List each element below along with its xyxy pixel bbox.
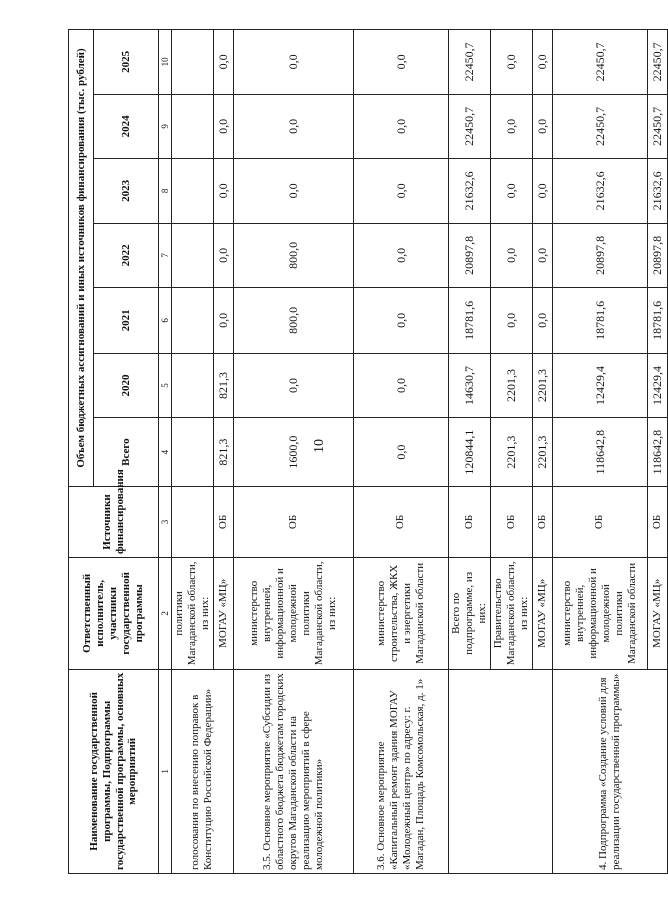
row-name-cell: 4. Подпрограмма «Создание условий для реализации государственной программы»	[552, 669, 667, 873]
year-value-cell: 0,0	[353, 94, 448, 159]
year-value-cell	[172, 30, 214, 95]
header-total: Всего	[94, 418, 159, 487]
total-value-cell: 120844,1	[448, 418, 490, 487]
table-row	[353, 30, 448, 874]
source-cell: ОБ	[490, 486, 532, 557]
year-value-cell: 22450,7	[552, 30, 647, 95]
year-value-cell: 2201,3	[490, 353, 532, 418]
year-value-cell: 800,0	[233, 288, 353, 354]
column-number: 8	[159, 159, 172, 224]
total-value-cell: 2201,3	[490, 418, 532, 487]
source-cell: ОБ	[532, 486, 552, 557]
header-name: Наименование государственной программы, Подпрограммы государственной программы, основных мероприятий	[69, 669, 159, 873]
year-value-cell	[172, 159, 214, 224]
column-number: 10	[159, 30, 172, 95]
year-value-cell: 0,0	[213, 30, 233, 95]
row-name-cell	[448, 669, 552, 873]
total-value-cell	[172, 418, 214, 487]
executor-cell: Правительство Магаданской области, из них:	[490, 557, 532, 669]
year-value-cell: 20897,8	[552, 223, 647, 288]
table-row	[233, 30, 353, 874]
header-year: 2025	[94, 30, 159, 95]
page-number: 10	[312, 439, 327, 453]
column-number: 9	[159, 94, 172, 159]
year-value-cell: 12429,4	[552, 353, 647, 418]
executor-cell: МОГАУ «МЦ»	[213, 557, 233, 669]
year-value-cell: 0,0	[353, 288, 448, 354]
total-value-cell: 2201,3	[532, 418, 552, 487]
total-value-cell: 1600,0	[233, 418, 353, 487]
executor-cell: МОГАУ «МЦ»	[532, 557, 552, 669]
year-value-cell: 22450,7	[647, 94, 667, 159]
year-value-cell	[172, 288, 214, 354]
year-value-cell: 0,0	[233, 353, 353, 418]
header-volume: Объем бюджетных ассигнований и иных источников финансирования (тыс. рублей)	[69, 30, 94, 487]
year-value-cell: 0,0	[532, 159, 552, 224]
source-cell: ОБ	[213, 486, 233, 557]
year-value-cell: 0,0	[490, 159, 532, 224]
source-cell: ОБ	[233, 486, 353, 557]
year-value-cell	[172, 94, 214, 159]
source-cell	[172, 486, 214, 557]
year-value-cell: 20897,8	[647, 223, 667, 288]
year-value-cell: 821,3	[213, 353, 233, 418]
year-value-cell: 0,0	[233, 159, 353, 224]
year-value-cell: 0,0	[532, 223, 552, 288]
total-value-cell: 118642,8	[647, 418, 667, 487]
header-year: 2020	[94, 353, 159, 418]
year-value-cell: 0,0	[213, 288, 233, 354]
executor-cell: министерство внутренней, информационной и молодежной политики Магаданской области, из них:	[233, 557, 353, 669]
table-row	[172, 30, 214, 874]
row-name-cell: 3.6. Основное мероприятие «Капитальный ремонт здания МОГАУ «Молодежный центр» по адресу: г. Магадан, Площадь Комсомольская, д. 1»	[353, 669, 448, 873]
year-value-cell	[172, 223, 214, 288]
header-numbers-row	[159, 30, 172, 874]
column-number: 2	[159, 557, 172, 669]
row-name-cell: 3.5. Основное мероприятие «Субсидии из областного бюджета бюджетам городских округов Магаданской области на реализацию мероприятий в сфере молодежной политики»	[233, 669, 353, 873]
financing-table	[68, 29, 668, 874]
year-value-cell: 22450,7	[647, 30, 667, 95]
total-value-cell: 821,3	[213, 418, 233, 487]
year-value-cell: 0,0	[532, 30, 552, 95]
executor-cell: министерство строительства, ЖКХ и энергетики Магаданской области	[353, 557, 448, 669]
header-executor: Ответственный исполнитель, участники государственной программы	[69, 557, 159, 669]
year-value-cell: 0,0	[490, 223, 532, 288]
source-cell: ОБ	[552, 486, 647, 557]
year-value-cell: 14630,7	[448, 353, 490, 418]
year-value-cell: 21632,6	[552, 159, 647, 224]
year-value-cell: 20897,8	[448, 223, 490, 288]
year-value-cell: 0,0	[233, 30, 353, 95]
year-value-cell: 0,0	[532, 94, 552, 159]
header-row-1	[69, 30, 94, 874]
executor-cell: МОГАУ «МЦ»	[647, 557, 667, 669]
year-value-cell: 22450,7	[448, 94, 490, 159]
executor-cell: Всего по подпрограмме, из них:	[448, 557, 490, 669]
year-value-cell: 0,0	[490, 30, 532, 95]
year-value-cell: 18781,6	[552, 288, 647, 354]
year-value-cell: 21632,6	[448, 159, 490, 224]
total-value-cell: 118642,8	[552, 418, 647, 487]
year-value-cell: 0,0	[353, 30, 448, 95]
year-value-cell: 0,0	[353, 223, 448, 288]
year-value-cell: 0,0	[490, 94, 532, 159]
year-value-cell: 18781,6	[448, 288, 490, 354]
year-value-cell: 0,0	[532, 288, 552, 354]
year-value-cell	[172, 353, 214, 418]
year-value-cell: 0,0	[353, 159, 448, 224]
column-number: 6	[159, 288, 172, 354]
source-cell: ОБ	[448, 486, 490, 557]
year-value-cell: 18781,6	[647, 288, 667, 354]
executor-cell: политики Магаданской области, из них:	[172, 557, 214, 669]
year-value-cell: 2201,3	[532, 353, 552, 418]
header-year: 2022	[94, 223, 159, 288]
column-number: 5	[159, 353, 172, 418]
table-row	[448, 30, 490, 874]
year-value-cell: 21632,6	[647, 159, 667, 224]
source-cell: ОБ	[647, 486, 667, 557]
column-number: 3	[159, 486, 172, 557]
year-value-cell: 800,0	[233, 223, 353, 288]
row-name-cell: голосования по внесению поправок в Конституцию Российской Федерации»	[172, 669, 234, 873]
table-row	[552, 30, 647, 874]
year-value-cell: 0,0	[353, 353, 448, 418]
column-number: 1	[159, 669, 172, 873]
column-number: 4	[159, 418, 172, 487]
year-value-cell: 0,0	[490, 288, 532, 354]
rotated-table-container	[68, 29, 665, 874]
source-cell: ОБ	[353, 486, 448, 557]
year-value-cell: 0,0	[213, 159, 233, 224]
column-number: 7	[159, 223, 172, 288]
header-year: 2024	[94, 94, 159, 159]
header-year: 2021	[94, 288, 159, 354]
year-value-cell: 22450,7	[448, 30, 490, 95]
year-value-cell: 0,0	[213, 223, 233, 288]
total-value-cell: 0,0	[353, 418, 448, 487]
header-year: 2023	[94, 159, 159, 224]
header-source: Источники финансирования	[69, 486, 159, 557]
year-value-cell: 12429,4	[647, 353, 667, 418]
table-body	[172, 30, 668, 874]
year-value-cell: 22450,7	[552, 94, 647, 159]
year-value-cell: 0,0	[233, 94, 353, 159]
executor-cell: министерство внутренней, информационной и молодежной политики Магаданской области	[552, 557, 647, 669]
year-value-cell: 0,0	[213, 94, 233, 159]
